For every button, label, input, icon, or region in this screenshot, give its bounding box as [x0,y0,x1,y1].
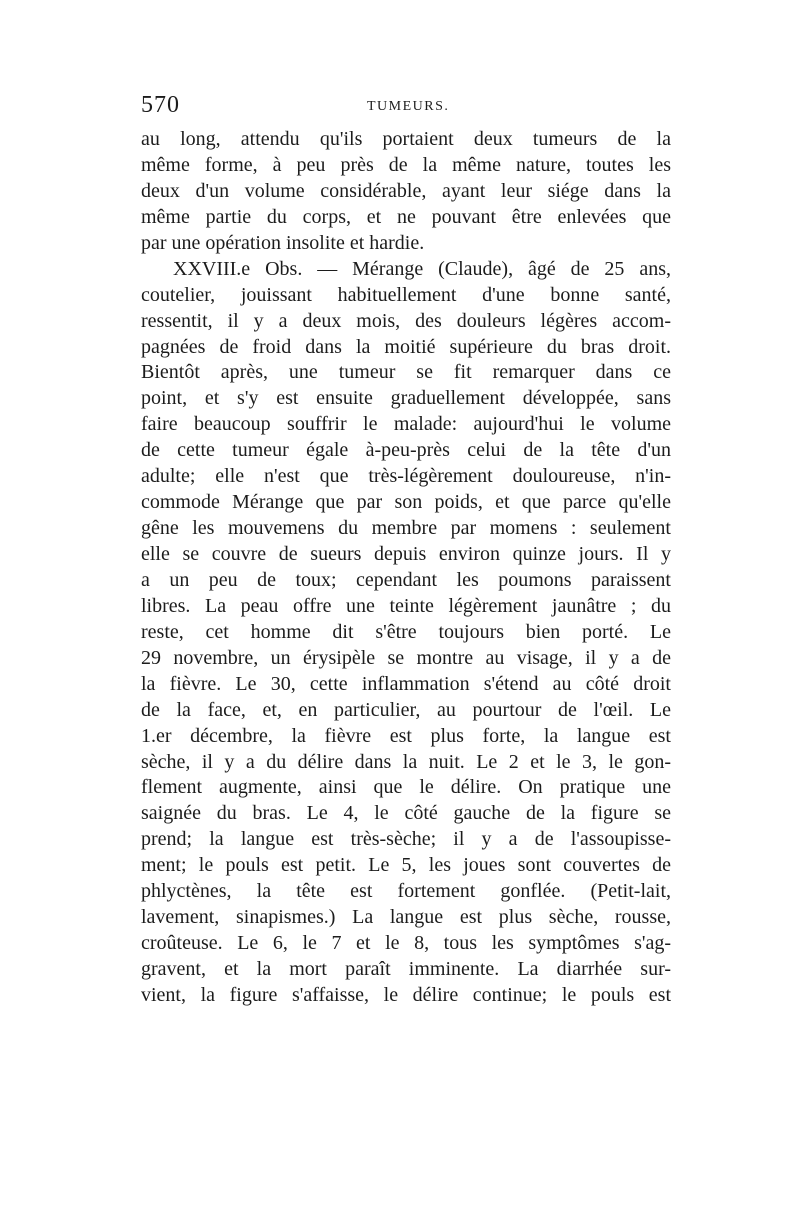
text-line: gêne les mouvemens du membre par momens : seulement [141,517,671,540]
text-line: a un peu de toux; cependant les poumons paraissent [141,568,671,591]
body-text [141,127,671,1009]
text-line: ressentit, il y a deux mois, des douleurs légères accom- [141,309,671,332]
running-head: TUMEURS. [367,99,450,114]
text-line: coutelier, jouissant habituellement d'une bonne santé, [141,283,671,306]
text-line: 29 novembre, un érysipèle se montre au visage, il y a de [141,646,671,669]
page-header [141,92,671,122]
text-line: 1.er décembre, la fièvre est plus forte, la langue est [141,724,671,747]
text-line: par une opération insolite et hardie. [141,231,425,254]
page-number: 570 [141,92,180,118]
text-line: croûteuse. Le 6, le 7 et le 8, tous les symptômes s'ag- [141,932,671,955]
text-line: sèche, il y a du délire dans la nuit. Le 2 et le 3, le gon- [141,750,671,773]
text-line: libres. La peau offre une teinte légèrement jaunâtre ; du [141,594,671,617]
text-line: adulte; elle n'est que très-légèrement douloureuse, n'in- [141,465,671,488]
text-line: saignée du bras. Le 4, le côté gauche de la figure se [141,802,671,825]
text-line: lavement, sinapismes.) La langue est plus sèche, rousse, [141,906,671,929]
text-line: commode Mérange que par son poids, et que parce qu'elle [141,491,671,514]
text-line: de cette tumeur égale à-peu-près celui de la tête d'un [141,439,671,462]
text-line: reste, cet homme dit s'être toujours bien porté. Le [141,620,671,643]
text-line: phlyctènes, la tête est fortement gonflée. (Petit-lait, [141,880,671,903]
text-line: la fièvre. Le 30, cette inflammation s'étend au côté droit [141,672,671,695]
text-line: même partie du corps, et ne pouvant être enlevées que [141,205,671,228]
text-line: gravent, et la mort paraît imminente. La diarrhée sur- [141,958,671,980]
text-line: vient, la figure s'affaisse, le délire continue; le pouls est [141,983,671,1006]
text-line: Bientôt après, une tumeur se fit remarquer dans ce [141,361,671,384]
text-line: prend; la langue est très-sèche; il y a de l'assoupisse- [141,828,671,851]
observation-heading-line: XXVIII.e Obs. — Mérange (Claude), âgé de 25 ans, [173,257,671,280]
text-line: elle se couvre de sueurs depuis environ quinze jours. Il y [141,543,671,565]
text-line: deux d'un volume considérable, ayant leur siége dans la [141,179,671,202]
text-line: au long, attendu qu'ils portaient deux tumeurs de la [141,128,671,150]
text-line: de la face, et, en particulier, au pourtour de l'œil. Le [141,698,671,721]
text-line: flement augmente, ainsi que le délire. On pratique une [141,776,671,799]
text-line: faire beaucoup souffrir le malade: aujourd'hui le volume [141,413,671,436]
text-line: ment; le pouls est petit. Le 5, les joues sont couvertes de [141,854,671,877]
text-line: point, et s'y est ensuite graduellement développée, sans [141,387,671,410]
text-line: même forme, à peu près de la même nature, toutes les [141,153,671,176]
text-line: pagnées de froid dans la moitié supérieure du bras droit. [141,335,671,358]
